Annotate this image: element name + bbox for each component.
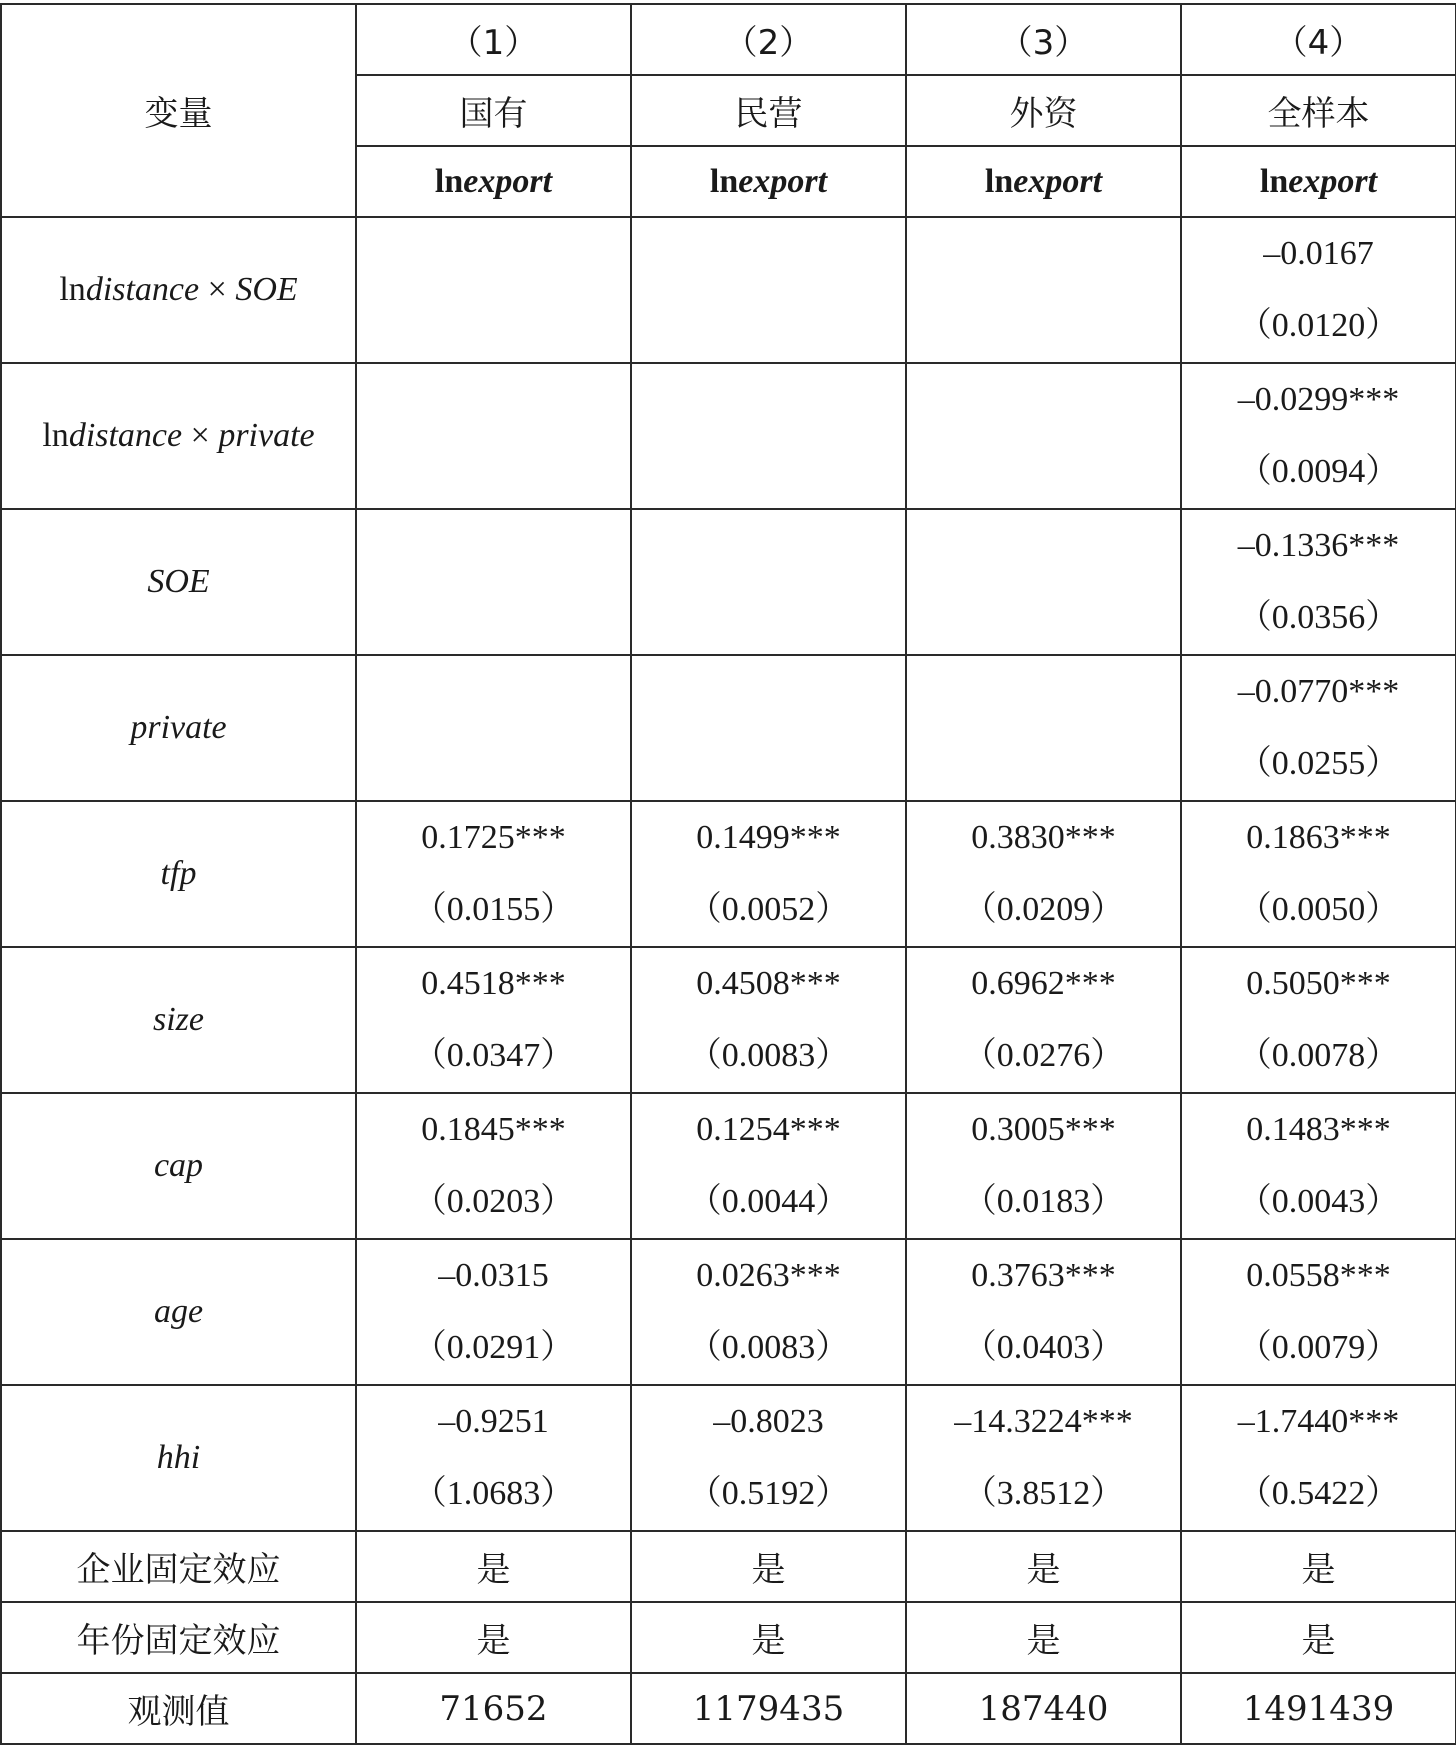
estimate-stack	[907, 1240, 1180, 1384]
column-number-1: （1）	[356, 4, 631, 75]
footer-label: 企业固定效应	[1, 1531, 356, 1602]
table-row	[1, 509, 1456, 655]
standard-error: （0.0209）	[962, 891, 1125, 928]
estimate-stack	[1182, 1240, 1455, 1384]
variable-main: hhi	[156, 1439, 201, 1476]
header-row-numbers	[1, 4, 1456, 75]
variable-prefix: ln	[42, 417, 69, 454]
footer-value: 是	[631, 1602, 906, 1673]
footer-label: 观测值	[1, 1673, 356, 1744]
coefficient: 0.4518***	[421, 965, 566, 1002]
variable-operator: ×	[199, 271, 236, 308]
standard-error: （3.8512）	[962, 1475, 1125, 1512]
variable-name	[1, 1385, 356, 1531]
estimate-stack	[632, 510, 905, 654]
standard-error: （0.5192）	[687, 1475, 850, 1512]
standard-error: （0.5422）	[1237, 1475, 1400, 1512]
dep-prefix: ln	[434, 162, 464, 200]
standard-error: （0.0403）	[962, 1329, 1125, 1366]
table-row	[1, 1385, 1456, 1531]
variable-main: cap	[153, 1147, 204, 1184]
estimate-cell	[906, 947, 1181, 1093]
variable-main: age	[153, 1293, 204, 1330]
dep-prefix: ln	[709, 162, 739, 200]
dependent-variable-4	[1181, 146, 1456, 217]
estimate-stack	[907, 1386, 1180, 1530]
estimate-stack	[1182, 1386, 1455, 1530]
variable-main: size	[153, 1001, 204, 1038]
footer-value: 是	[1181, 1531, 1456, 1602]
standard-error: （0.0052）	[687, 891, 850, 928]
coefficient: –0.1336***	[1237, 527, 1400, 564]
footer-value: 1491439	[1181, 1673, 1456, 1744]
estimate-stack	[632, 218, 905, 362]
standard-error: （0.0050）	[1237, 891, 1400, 928]
standard-error: （0.0078）	[1237, 1037, 1400, 1074]
coefficient: 0.0263***	[696, 1257, 841, 1294]
estimate-cell	[631, 947, 906, 1093]
estimate-stack	[1182, 364, 1455, 508]
estimate-stack	[632, 948, 905, 1092]
estimate-cell	[906, 363, 1181, 509]
standard-error: （0.0155）	[412, 891, 575, 928]
variable-name	[1, 1239, 356, 1385]
column-group-3: 外资	[906, 75, 1181, 146]
standard-error: （0.0203）	[412, 1183, 575, 1220]
variable-name	[1, 947, 356, 1093]
estimate-stack	[357, 948, 630, 1092]
coefficient: –0.8023	[713, 1403, 824, 1440]
estimate-cell	[906, 217, 1181, 363]
estimate-stack	[632, 656, 905, 800]
estimate-cell	[1181, 1093, 1456, 1239]
estimate-stack	[357, 218, 630, 362]
table-row	[1, 1239, 1456, 1385]
dep-var: export	[1288, 162, 1378, 200]
dependent-variable-1	[356, 146, 631, 217]
data-rows	[1, 217, 1456, 1531]
coefficient: –0.0770***	[1237, 673, 1400, 710]
standard-error: （0.0044）	[687, 1183, 850, 1220]
variable-main: tfp	[160, 855, 197, 892]
footer-value: 1179435	[631, 1673, 906, 1744]
coefficient: –1.7440***	[1237, 1403, 1400, 1440]
estimate-stack	[357, 364, 630, 508]
estimate-cell	[356, 363, 631, 509]
column-number-2: （2）	[631, 4, 906, 75]
table-row	[1, 947, 1456, 1093]
estimate-stack	[907, 218, 1180, 362]
variable-name	[1, 655, 356, 801]
footer-rows	[1, 1531, 1456, 1744]
estimate-stack	[1182, 510, 1455, 654]
standard-error: （0.0183）	[962, 1183, 1125, 1220]
standard-error: （0.0255）	[1237, 745, 1400, 782]
column-number-4: （4）	[1181, 4, 1456, 75]
estimate-stack	[357, 1240, 630, 1384]
footer-value: 是	[356, 1602, 631, 1673]
variable-name	[1, 1093, 356, 1239]
dep-prefix: ln	[984, 162, 1014, 200]
estimate-stack	[632, 802, 905, 946]
estimate-cell	[906, 1239, 1181, 1385]
estimate-cell	[1181, 947, 1456, 1093]
estimate-cell	[356, 655, 631, 801]
estimate-cell	[631, 801, 906, 947]
estimate-stack	[357, 656, 630, 800]
dep-var: export	[463, 162, 553, 200]
estimate-cell	[1181, 217, 1456, 363]
estimate-cell	[1181, 509, 1456, 655]
estimate-stack	[632, 1386, 905, 1530]
estimate-cell	[631, 1093, 906, 1239]
estimate-stack	[632, 1240, 905, 1384]
estimate-cell	[1181, 801, 1456, 947]
variable-suffix: private	[218, 417, 315, 454]
variable-suffix: SOE	[235, 271, 298, 308]
estimate-cell	[631, 1239, 906, 1385]
footer-row	[1, 1602, 1456, 1673]
estimate-stack	[907, 948, 1180, 1092]
footer-label: 年份固定效应	[1, 1602, 356, 1673]
estimate-stack	[357, 802, 630, 946]
dep-var: export	[738, 162, 828, 200]
variable-main: distance	[85, 271, 200, 308]
estimate-cell	[356, 947, 631, 1093]
estimate-stack	[907, 1094, 1180, 1238]
estimate-cell	[631, 217, 906, 363]
dep-var: export	[1013, 162, 1103, 200]
dependent-variable-3	[906, 146, 1181, 217]
standard-error: （0.0043）	[1237, 1183, 1400, 1220]
column-group-2: 民营	[631, 75, 906, 146]
standard-error: （0.0083）	[687, 1329, 850, 1366]
regression-table	[0, 3, 1456, 1745]
coefficient: 0.1499***	[696, 819, 841, 856]
footer-value: 187440	[906, 1673, 1181, 1744]
coefficient: 0.3830***	[971, 819, 1116, 856]
estimate-cell	[356, 1093, 631, 1239]
variable-name	[1, 801, 356, 947]
estimate-cell	[1181, 655, 1456, 801]
coefficient: –14.3224***	[954, 1403, 1133, 1440]
footer-row	[1, 1531, 1456, 1602]
variable-operator: ×	[182, 417, 219, 454]
variable-name	[1, 363, 356, 509]
estimate-cell	[356, 1239, 631, 1385]
estimate-cell	[1181, 1385, 1456, 1531]
table-row	[1, 801, 1456, 947]
column-group-1: 国有	[356, 75, 631, 146]
footer-value: 是	[906, 1531, 1181, 1602]
dep-prefix: ln	[1259, 162, 1289, 200]
coefficient: 0.0558***	[1246, 1257, 1391, 1294]
estimate-cell	[1181, 363, 1456, 509]
standard-error: （0.0347）	[412, 1037, 575, 1074]
table-row	[1, 655, 1456, 801]
table-row	[1, 1093, 1456, 1239]
estimate-stack	[1182, 802, 1455, 946]
variable-name	[1, 217, 356, 363]
estimate-stack	[357, 510, 630, 654]
coefficient: –0.0167	[1263, 235, 1374, 272]
estimate-stack	[1182, 1094, 1455, 1238]
standard-error: （0.0083）	[687, 1037, 850, 1074]
coefficient: –0.0315	[438, 1257, 549, 1294]
coefficient: 0.1845***	[421, 1111, 566, 1148]
variable-header: 变量	[1, 4, 356, 217]
variable-main: SOE	[147, 563, 210, 600]
table-row	[1, 363, 1456, 509]
estimate-cell	[1181, 1239, 1456, 1385]
column-group-4: 全样本	[1181, 75, 1456, 146]
variable-main: private	[130, 709, 227, 746]
estimate-stack	[1182, 948, 1455, 1092]
coefficient: 0.1254***	[696, 1111, 841, 1148]
standard-error: （0.0291）	[412, 1329, 575, 1366]
coefficient: 0.6962***	[971, 965, 1116, 1002]
variable-main: distance	[68, 417, 183, 454]
standard-error: （1.0683）	[412, 1475, 575, 1512]
estimate-cell	[906, 1385, 1181, 1531]
footer-value: 71652	[356, 1673, 631, 1744]
estimate-cell	[906, 1093, 1181, 1239]
table-row	[1, 217, 1456, 363]
estimate-stack	[1182, 656, 1455, 800]
footer-row	[1, 1673, 1456, 1744]
estimate-cell	[906, 801, 1181, 947]
coefficient: –0.0299***	[1237, 381, 1400, 418]
estimate-cell	[906, 655, 1181, 801]
estimate-stack	[907, 364, 1180, 508]
estimate-cell	[356, 217, 631, 363]
estimate-cell	[631, 1385, 906, 1531]
variable-prefix: ln	[59, 271, 86, 308]
estimate-cell	[906, 509, 1181, 655]
estimate-cell	[631, 655, 906, 801]
coefficient: 0.1863***	[1246, 819, 1391, 856]
coefficient: 0.3763***	[971, 1257, 1116, 1294]
estimate-stack	[907, 802, 1180, 946]
footer-value: 是	[906, 1602, 1181, 1673]
estimate-cell	[631, 509, 906, 655]
coefficient: 0.1483***	[1246, 1111, 1391, 1148]
standard-error: （0.0094）	[1237, 453, 1400, 490]
estimate-stack	[1182, 218, 1455, 362]
variable-name	[1, 509, 356, 655]
estimate-cell	[631, 363, 906, 509]
estimate-stack	[907, 510, 1180, 654]
estimate-stack	[907, 656, 1180, 800]
estimate-stack	[632, 364, 905, 508]
standard-error: （0.0120）	[1237, 307, 1400, 344]
footer-value: 是	[356, 1531, 631, 1602]
dependent-variable-2	[631, 146, 906, 217]
estimate-stack	[357, 1094, 630, 1238]
footer-value: 是	[631, 1531, 906, 1602]
estimate-cell	[356, 1385, 631, 1531]
coefficient: –0.9251	[438, 1403, 549, 1440]
standard-error: （0.0356）	[1237, 599, 1400, 636]
estimate-cell	[356, 801, 631, 947]
estimate-stack	[632, 1094, 905, 1238]
estimate-stack	[357, 1386, 630, 1530]
standard-error: （0.0079）	[1237, 1329, 1400, 1366]
column-number-3: （3）	[906, 4, 1181, 75]
coefficient: 0.5050***	[1246, 965, 1391, 1002]
coefficient: 0.1725***	[421, 819, 566, 856]
estimate-cell	[356, 509, 631, 655]
coefficient: 0.4508***	[696, 965, 841, 1002]
footer-value: 是	[1181, 1602, 1456, 1673]
standard-error: （0.0276）	[962, 1037, 1125, 1074]
coefficient: 0.3005***	[971, 1111, 1116, 1148]
